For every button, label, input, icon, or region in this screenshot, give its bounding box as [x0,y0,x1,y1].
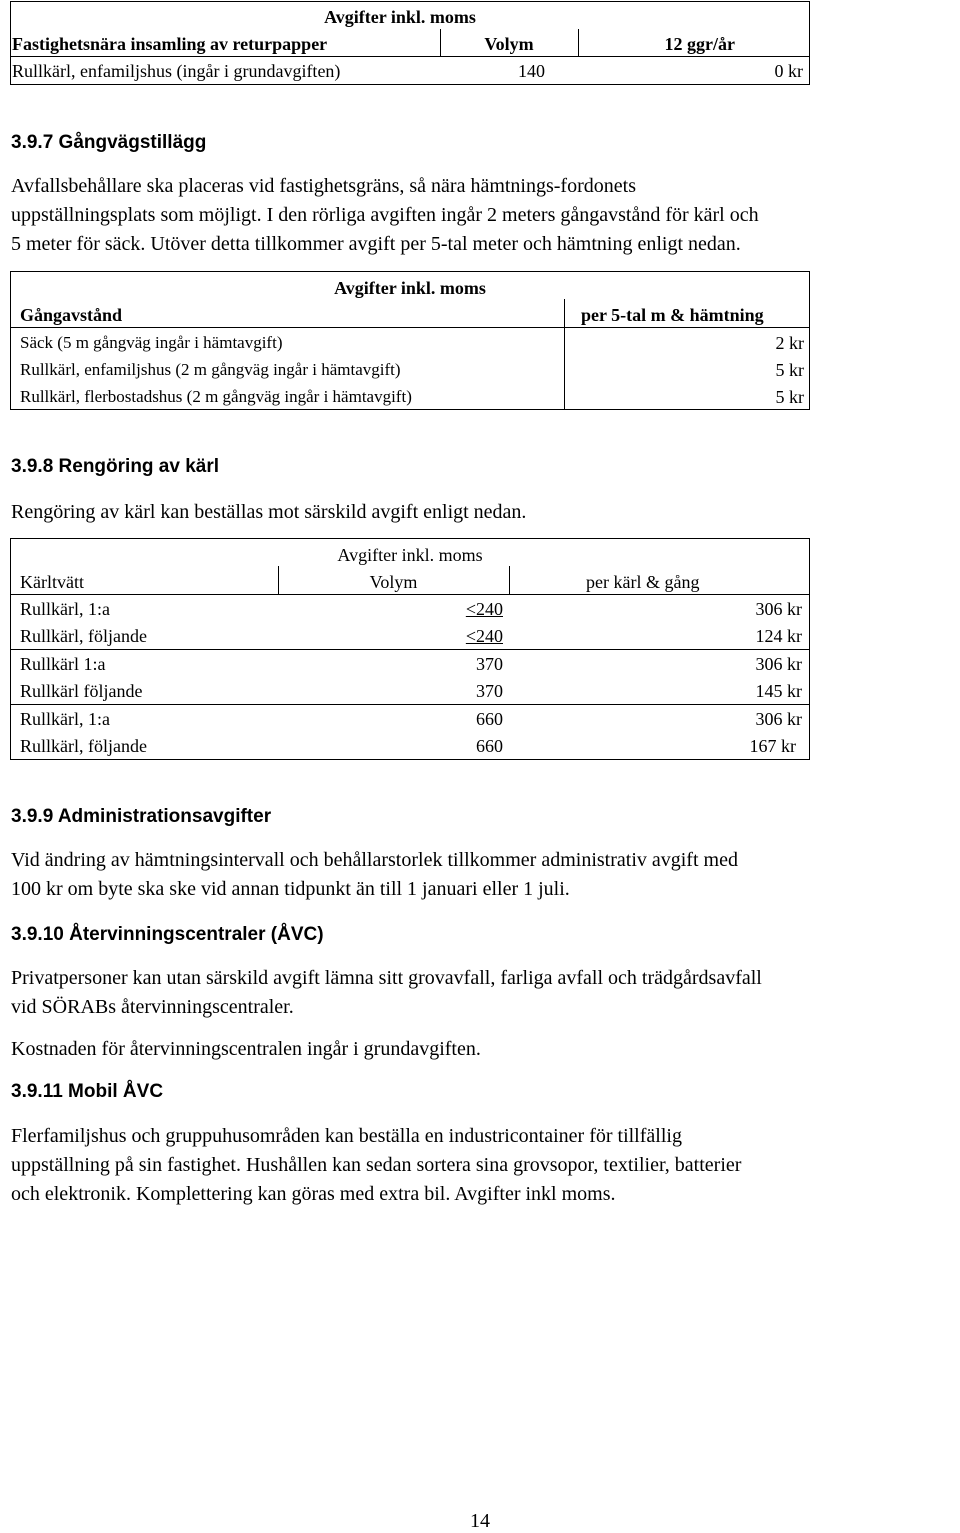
paragraph: Kostnaden för återvinningscentralen ingår i grundavgiften. [11,1038,481,1060]
paragraph-line: Vid ändring av hämtningsintervall och behållarstorlek tillkommer administrativ avgift med [11,849,738,871]
section-heading: 3.9.10 Återvinningscentraler (ÅVC) [11,924,324,945]
table-cell: <240 [465,599,503,619]
table-caption: Avgifter inkl. moms [324,7,476,27]
paragraph-line: Privatpersoner kan utan särskild avgift lämna sitt grovavfall, farliga avfall och trädgårdsavfall [11,967,762,989]
paragraph [11,846,738,904]
table-cell: 145 kr [755,681,802,701]
table-cell: 5 kr [775,387,804,407]
table-caption: Avgifter inkl. moms [337,545,483,565]
table-cell: 0 kr [774,61,803,81]
table-cell: Rullkärl följande [20,681,143,701]
table-cell: 5 kr [775,360,804,380]
section-heading: 3.9.8 Rengöring av kärl [11,456,220,477]
table-cell: <240 [465,626,503,646]
column-header: per 5-tal m & hämtning [581,305,764,325]
table-cell: 370 [476,681,503,701]
paragraph [11,1122,741,1209]
paragraph [11,172,759,259]
column-header: Kärltvätt [20,572,84,592]
paragraph [11,498,526,527]
column-header: 12 ggr/år [664,34,735,54]
paragraph [11,964,762,1022]
page-number: 14 [470,1510,490,1532]
paragraph-line: vid SÖRABs återvinningscentraler. [11,996,294,1018]
table-cell: 124 kr [755,626,802,646]
table-cell: Rullkärl, flerbostadshus (2 m gångväg ingår i hämtavgift) [20,387,412,406]
paragraph-line: uppställning på sin fastighet. Hushållen kan sedan sortera sina grovsopor, textilier, batterier [11,1154,742,1176]
table-cell: Rullkärl, enfamiljshus (2 m gångväg ingår i hämtavgift) [20,360,401,379]
paragraph-line: uppställningsplats som möjligt. I den rörliga avgiften ingår 2 meters gångavstånd för kärl och [11,204,759,226]
table-cell: Säck (5 m gångväg ingår i hämtavgift) [20,333,283,352]
table-cell: Rullkärl 1:a [20,654,106,674]
table-cell: 140 [518,61,545,81]
table-caption: Avgifter inkl. moms [334,278,486,298]
table-cell: Rullkärl, 1:a [20,599,110,619]
column-header: Fastighetsnära insamling av returpapper [12,34,328,54]
paragraph-line: 100 kr om byte ska ske vid annan tidpunkt än till 1 januari eller 1 juli. [11,878,570,900]
column-header: per kärl & gång [586,572,700,592]
table-cell: 167 kr [749,736,796,756]
table-cell: Rullkärl, 1:a [20,709,110,729]
column-header: Volym [484,34,534,54]
table-cell: 306 kr [755,709,802,729]
paragraph-line: och elektronik. Komplettering kan göras med extra bil. Avgifter inkl moms. [11,1183,616,1205]
table-cell: 370 [476,654,503,674]
paragraph-line: Avfallsbehållare ska placeras vid fastighetsgräns, så nära hämtnings-fordonets [11,175,636,197]
table-cell: Rullkärl, följande [20,736,147,756]
table-cell: 306 kr [755,599,802,619]
section-heading: 3.9.11 Mobil ÅVC [11,1081,164,1102]
table-cell: 2 kr [775,333,804,353]
table-cell: 660 [476,736,503,756]
section-heading: 3.9.7 Gångvägstillägg [11,132,207,153]
column-header: Gångavstånd [20,305,123,325]
table-cell: Rullkärl, följande [20,626,147,646]
table-cell: 306 kr [755,654,802,674]
column-header: Volym [369,572,418,592]
table-cell: Rullkärl, enfamiljshus (ingår i grundavgiften) [12,61,341,81]
paragraph-line: 5 meter för säck. Utöver detta tillkommer avgift per 5-tal meter och hämtning enligt nedan. [11,233,741,255]
section-heading: 3.9.9 Administrationsavgifter [11,806,272,827]
table-cell: 660 [476,709,503,729]
paragraph-line: Rengöring av kärl kan beställas mot särskild avgift enligt nedan. [11,501,527,523]
paragraph-line: Flerfamiljshus och gruppuhusområden kan beställa en industricontainer för tillfällig [11,1125,682,1147]
